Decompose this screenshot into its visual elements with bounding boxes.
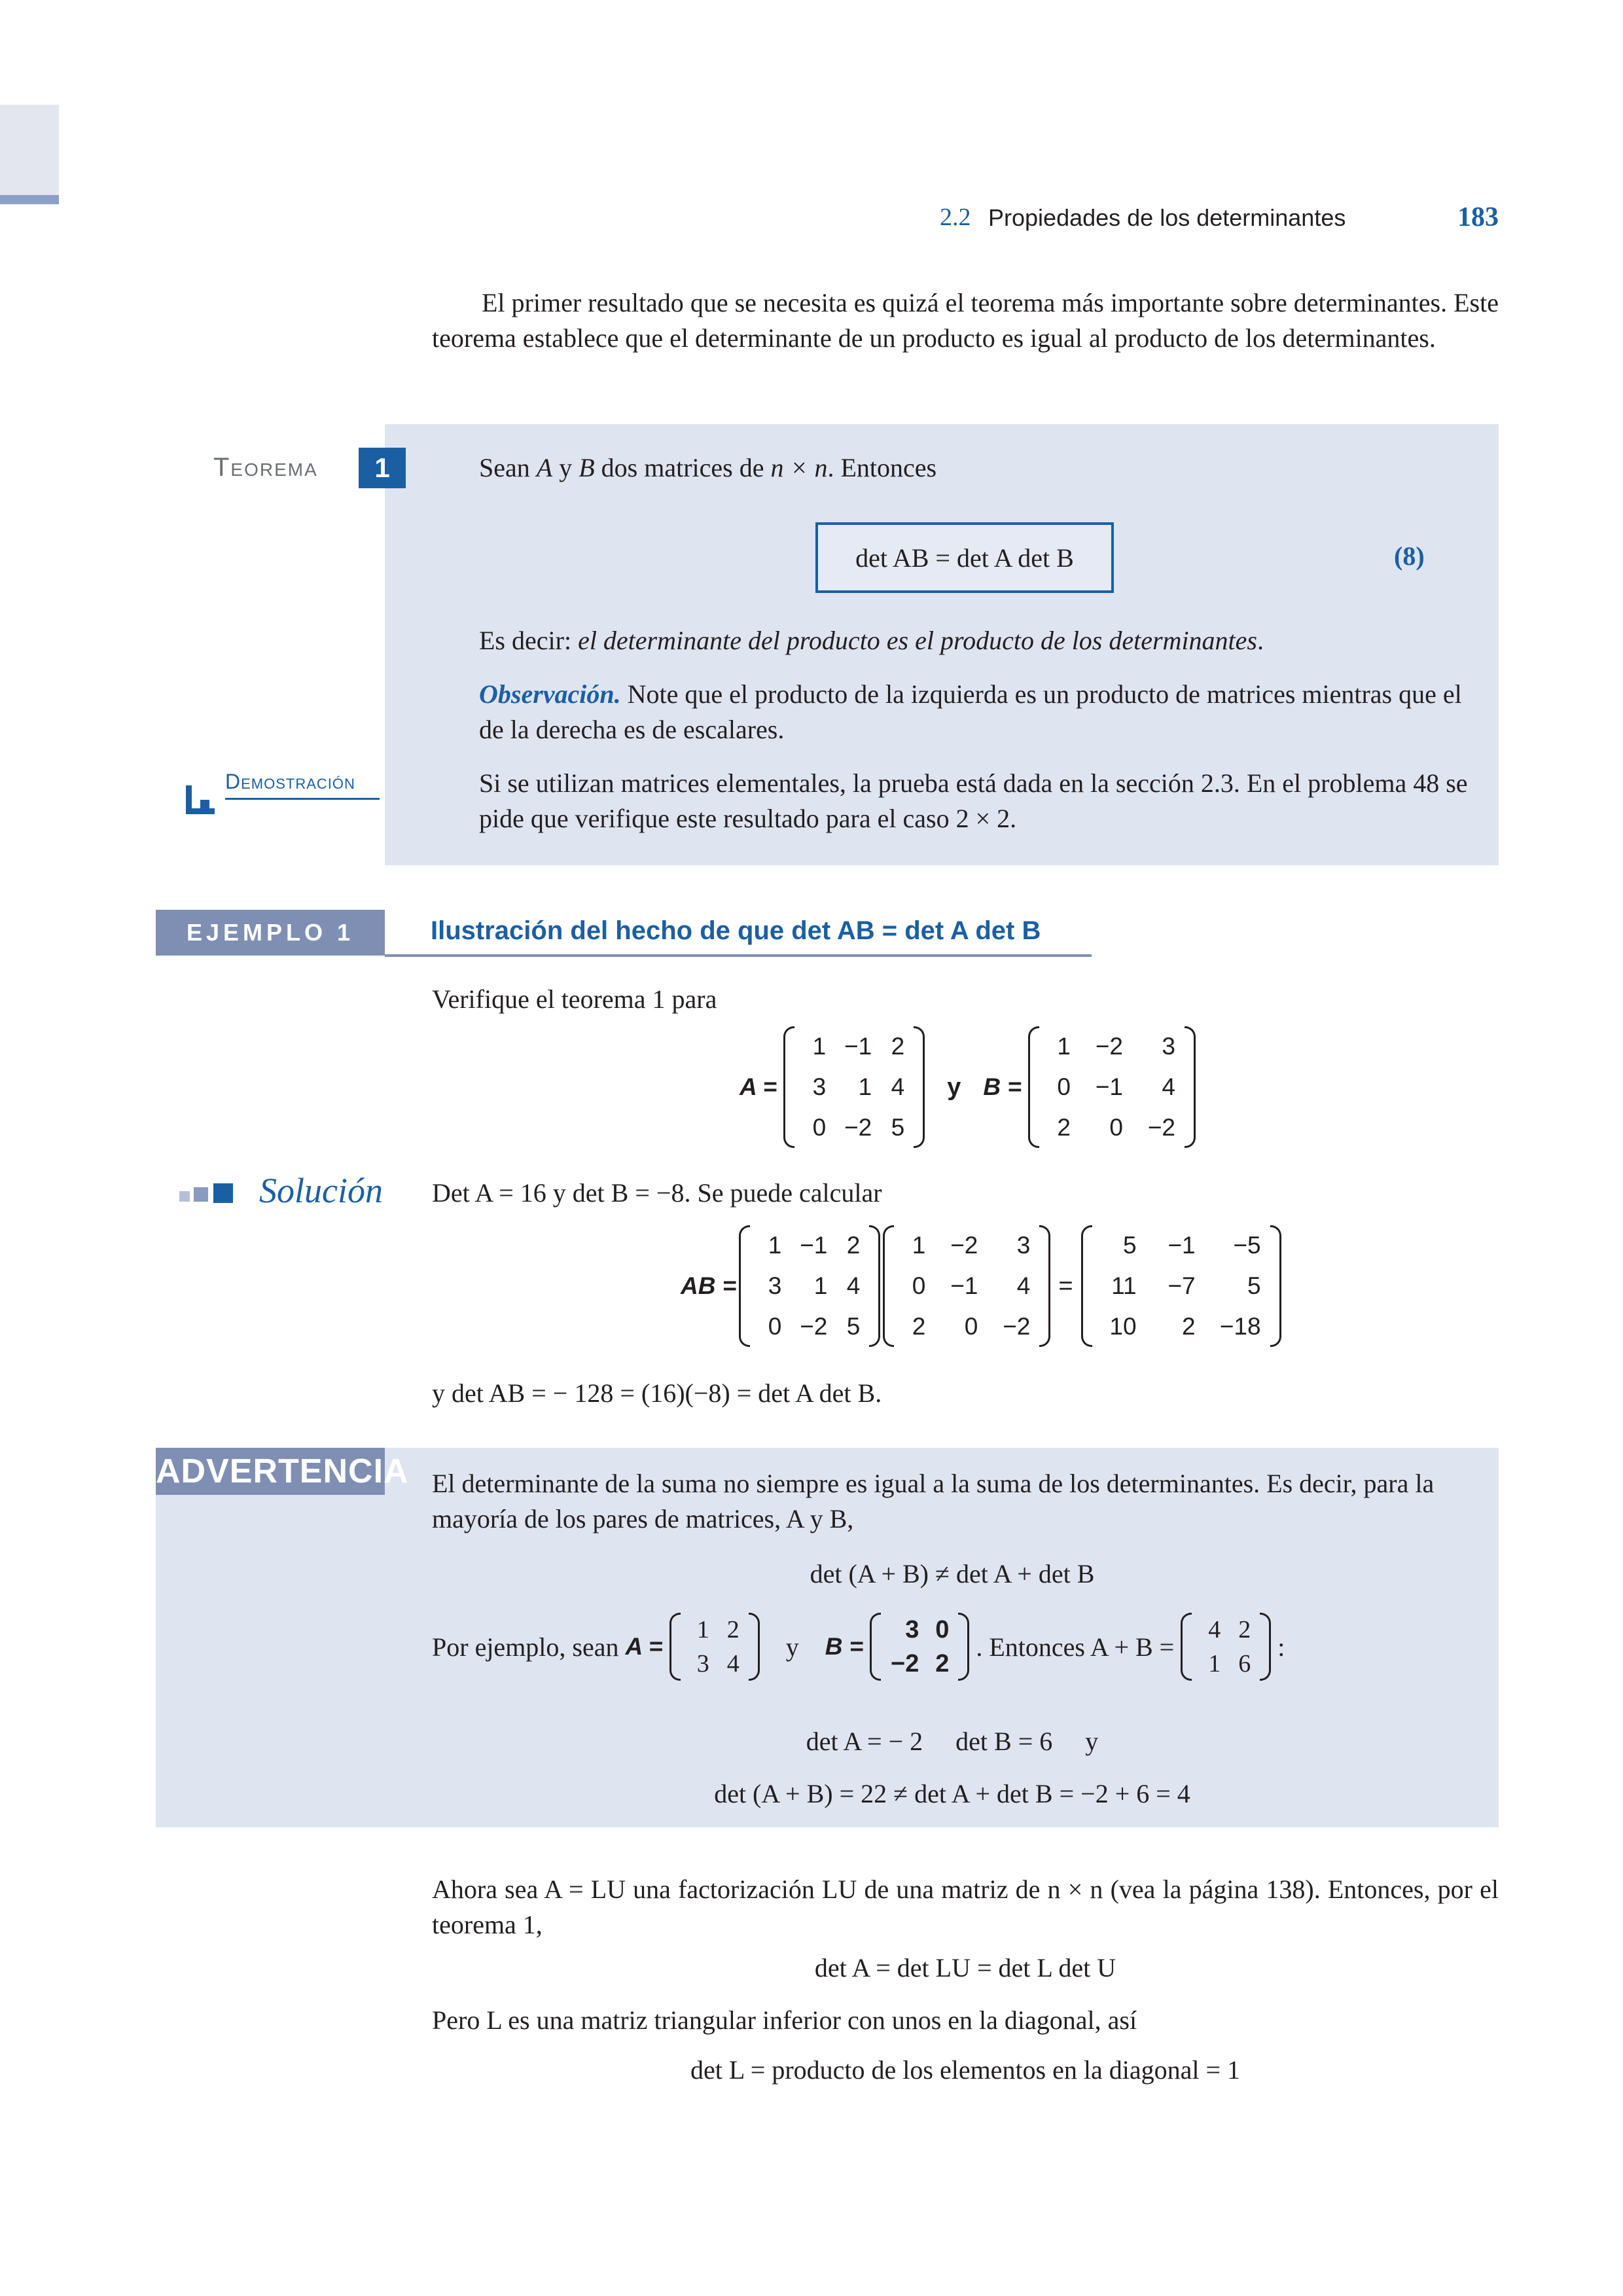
- matrix-B-cell: −1: [1095, 1073, 1123, 1100]
- product-matrix-AB-cell: −7: [1168, 1272, 1196, 1299]
- warning-text: El determinante de la suma no siempre es igual a la suma de los determinantes. Es decir, para la mayoría de los pares de matrices, A y B,: [432, 1469, 1435, 1534]
- matrix-B-cell: 0: [1109, 1114, 1123, 1141]
- product-matrix-B-cell: 1: [912, 1232, 926, 1259]
- warning-example-row: [432, 1613, 1285, 1681]
- product-matrix-B-cell: 0: [912, 1272, 926, 1299]
- theorem-statement: Sean A y B dos matrices de n × n. Entonces: [479, 453, 937, 482]
- product-equation: [681, 1225, 1281, 1347]
- product-matrix-A-cell: 1: [813, 1272, 828, 1299]
- example-verify-text: Verifique el teorema 1 para: [432, 984, 717, 1014]
- example-title: Ilustración del hecho de que det AB = det A det B: [431, 916, 1041, 945]
- matrix-A-cell: 1: [812, 1033, 827, 1060]
- intro-paragraph: El primer resultado que se necesita es quizá el teorema más importante sobre determinantes. Este teorema establece que el determinante de un producto es igual al producto de los determinantes.: [432, 288, 1499, 353]
- theorem-observation: Observación. Note que el producto de la izquierda es un producto de matrices mientras que el de la derecha es de escalares.: [479, 679, 1462, 744]
- product-matrix-AB-cell: −1: [1168, 1232, 1196, 1259]
- product-equals: =: [1058, 1272, 1073, 1300]
- matrix-B-label: B =: [983, 1073, 1022, 1100]
- product-matrix-AB: [1081, 1225, 1281, 1347]
- warning-y: y: [785, 1632, 799, 1662]
- product-matrix-AB-cell: 11: [1111, 1272, 1137, 1299]
- proof-corner-square: [200, 800, 209, 809]
- matrix-B-cell: 2: [1057, 1114, 1071, 1141]
- warning-matrix-B-cell: 0: [935, 1616, 950, 1643]
- solution-label: Solución: [259, 1171, 383, 1210]
- matrix-B-cell: 0: [1057, 1073, 1071, 1100]
- product-matrix-A-cell: 4: [846, 1272, 861, 1299]
- matrix-A-cell: 2: [891, 1033, 905, 1060]
- product-matrix-B-cell: −1: [950, 1272, 978, 1299]
- warning-B-label: B =: [825, 1633, 864, 1660]
- closing-eq-2: det L = producto de los elementos en la diagonal = 1: [690, 2055, 1241, 2085]
- matrix-B-cell: −2: [1147, 1114, 1175, 1141]
- matrix-B-cell: −2: [1095, 1033, 1123, 1060]
- product-matrix-B-cell: 3: [1016, 1232, 1031, 1259]
- matrix-A-cell: 0: [812, 1114, 827, 1141]
- formula-box: [815, 522, 1114, 593]
- page-edge-tab: [0, 105, 59, 203]
- product-matrix-AB-cell: 10: [1109, 1313, 1137, 1340]
- section-number: 2.2: [940, 204, 971, 231]
- product-matrix-B-cell: 0: [964, 1313, 978, 1340]
- product-matrix-A-cell: 2: [846, 1232, 861, 1259]
- product-matrix-A-cell: 1: [768, 1232, 782, 1259]
- page-number: 183: [1457, 202, 1499, 232]
- product-matrix-A-cell: 5: [846, 1313, 861, 1340]
- warning-matrix-A-cell: 2: [726, 1616, 740, 1643]
- warning-matrix-sum: [1181, 1613, 1271, 1681]
- solution-text: Det A = 16 y det B = −8. Se puede calcular: [432, 1178, 882, 1208]
- product-matrix-AB-cell: 2: [1181, 1313, 1196, 1340]
- product-matrix-B-cell: −2: [950, 1232, 978, 1259]
- product-matrix-A-cell: 3: [768, 1272, 782, 1299]
- product-matrix-B-cell: 2: [912, 1313, 926, 1340]
- warning-matrix-B-cell: −2: [891, 1650, 919, 1677]
- matrices-y: y: [947, 1073, 961, 1101]
- equation-number: (8): [1394, 541, 1425, 571]
- theorem-es-decir: Es decir: el determinante del producto es el producto de los determinantes.: [479, 626, 1264, 655]
- proof-label: Demostración: [225, 770, 380, 800]
- warning-matrix-A-cell: 4: [726, 1650, 740, 1677]
- warning-matrix-sum-cell: 2: [1238, 1616, 1251, 1643]
- product-matrix-A-cell: −2: [800, 1313, 828, 1340]
- product-matrix-AB-cell: −5: [1233, 1232, 1261, 1259]
- warning-dets-line: det A = − 2 det B = 6 y: [806, 1727, 1099, 1756]
- section-title: Propiedades de los determinantes: [988, 204, 1346, 231]
- matrix-A-cell: −1: [844, 1033, 872, 1060]
- warning-matrix-sum-cell: 6: [1238, 1650, 1251, 1677]
- warning-example-prefix: Por ejemplo, sean: [432, 1632, 619, 1662]
- product-matrix-AB-cell: 5: [1247, 1272, 1261, 1299]
- example-matrices-AB: [740, 1026, 1196, 1148]
- matrix-A-cell: 4: [891, 1073, 905, 1100]
- matrix-A-cell: 3: [812, 1073, 827, 1100]
- matrix-A-cell: −2: [844, 1114, 872, 1141]
- solution-icon: [179, 1183, 238, 1203]
- warning-matrix-A-cell: 1: [696, 1616, 709, 1643]
- closing-paragraph-2: Pero L es una matriz triangular inferior con unos en la diagonal, así: [432, 2005, 1137, 2035]
- warning-final-line: det (A + B) = 22 ≠ det A + det B = −2 + 6 = 4: [714, 1779, 1190, 1808]
- theorem-number-badge: 1: [359, 448, 406, 488]
- warning-matrix-A-cell: 3: [696, 1650, 709, 1677]
- product-matrix-B: [883, 1225, 1050, 1347]
- warning-entonces: . Entonces A + B =: [976, 1632, 1175, 1662]
- example-title-underline: [385, 954, 1092, 957]
- matrix-A-cell: 5: [891, 1114, 905, 1141]
- theorem-formula: det AB = det A det B: [855, 543, 1074, 573]
- closing-eq-1: det A = det LU = det L det U: [814, 1953, 1116, 1982]
- warning-matrix-B-cell: 2: [935, 1650, 950, 1677]
- matrix-B-cell: 1: [1057, 1033, 1071, 1060]
- warning-matrix-B-cell: 3: [905, 1616, 919, 1643]
- product-matrix-AB-cell: 5: [1122, 1232, 1137, 1259]
- warning-matrix-B: [870, 1613, 969, 1681]
- closing-paragraph-1: Ahora sea A = LU una factorización LU de una matriz de n × n (vea la página 138). Entonces, por el teorema 1,: [432, 1874, 1499, 1939]
- page-edge-tab-bar: [0, 195, 59, 204]
- warning-A-label: A =: [625, 1633, 663, 1660]
- example-conclusion: y det AB = − 128 = (16)(−8) = det A det B.: [432, 1378, 882, 1408]
- warning-colon: :: [1277, 1632, 1285, 1662]
- product-matrix-A: [739, 1225, 880, 1347]
- warning-matrix-A: [669, 1613, 760, 1681]
- product-matrix-B-cell: 4: [1016, 1272, 1031, 1299]
- warning-matrix-sum-cell: 1: [1208, 1650, 1221, 1677]
- product-matrix-A-cell: −1: [800, 1232, 828, 1259]
- AB-label: AB =: [681, 1272, 737, 1299]
- warning-inequality: det (A + B) ≠ det A + det B: [810, 1559, 1095, 1588]
- proof-text: Si se utilizan matrices elementales, la prueba está dada en la sección 2.3. En el problema 48 se pide que verifique este resultado para el caso 2 × 2.: [479, 768, 1468, 833]
- matrix-B-cell: 3: [1162, 1033, 1175, 1060]
- matrix-A-cell: 1: [858, 1073, 872, 1100]
- matrix-B: [1028, 1026, 1196, 1148]
- product-matrix-AB-cell: −18: [1219, 1313, 1261, 1340]
- matrix-A: [783, 1026, 925, 1148]
- matrix-B-cell: 4: [1162, 1073, 1175, 1100]
- theorem-label: Teorema: [213, 453, 318, 482]
- matrix-A-label: A =: [740, 1073, 777, 1100]
- warning-label: ADVERTENCIA: [156, 1448, 385, 1495]
- product-matrix-A-cell: 0: [768, 1313, 782, 1340]
- product-matrix-B-cell: −2: [1003, 1313, 1031, 1340]
- running-header: [785, 202, 1499, 234]
- warning-matrix-sum-cell: 4: [1208, 1616, 1221, 1643]
- example-label: EJEMPLO 1: [156, 910, 385, 956]
